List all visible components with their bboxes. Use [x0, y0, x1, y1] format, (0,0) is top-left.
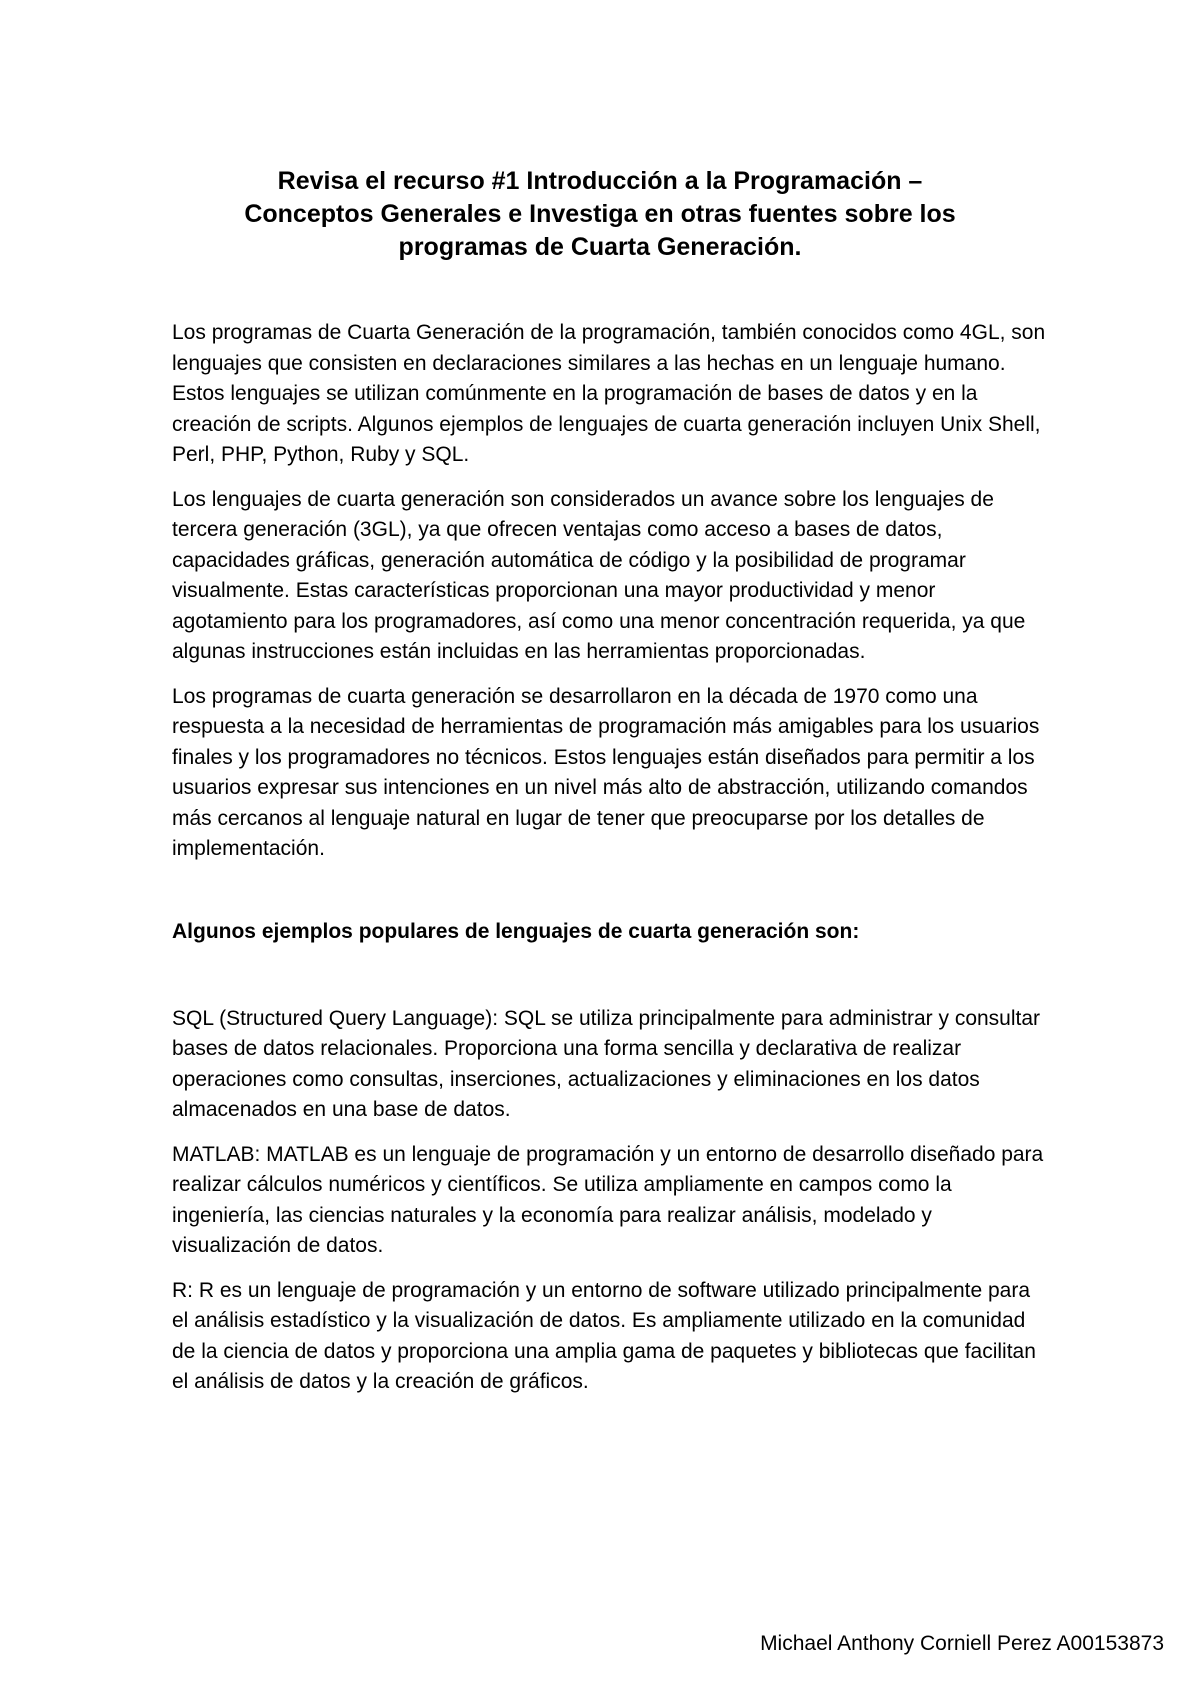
examples-heading: Algunos ejemplos populares de lenguajes de cuarta generación son:	[172, 919, 860, 943]
title-line-2: Conceptos Generales e Investiga en otras fuentes sobre los	[244, 200, 956, 228]
author-footer: Michael Anthony Corniell Perez A00153873	[760, 1632, 1164, 1655]
example-matlab: MATLAB: MATLAB es un lenguaje de programación y un entorno de desarrollo diseñado para realizar cálculos numéricos y científicos. Se utiliza ampliamente en campos como la ingeniería, las ciencias naturales y la economía para realizar análisis, modelado y visualización de datos.	[172, 1142, 1044, 1257]
paragraph-intro: Los programas de Cuarta Generación de la programación, también conocidos como 4GL, son lenguajes que consisten en declaraciones similares a las hechas en un lenguaje humano. Estos lenguajes se utilizan comúnmente en la programación de bases de datos y en la creación de scripts. Algunos ejemplos de lenguajes de cuarta generación incluyen Unix Shell, Perl, PHP, Python, Ruby y SQL.	[172, 321, 1046, 466]
document-title	[150, 165, 1050, 264]
paragraph-history: Los programas de cuarta generación se desarrollaron en la década de 1970 como una respuesta a la necesidad de herramientas de programación más amigables para los usuarios finales y los programadores no técnicos. Estos lenguajes están diseñados para permitir a los usuarios expresar sus intenciones en un nivel más alto de abstracción, utilizando comandos más cercanos al lenguaje natural en lugar de tener que preocuparse por los detalles de implementación.	[172, 684, 1040, 860]
example-sql: SQL (Structured Query Language): SQL se utiliza principalmente para administrar y consultar bases de datos relacionales. Proporciona una forma sencilla y declarativa de realizar operaciones como consultas, inserciones, actualizaciones y eliminaciones en los datos almacenados en una base de datos.	[172, 1006, 1041, 1121]
paragraph-advantages: Los lenguajes de cuarta generación son considerados un avance sobre los lenguajes de tercera generación (3GL), ya que ofrecen ventajas como acceso a bases de datos, capacidades gráficas, generación automática de código y la posibilidad de programar visualmente. Estas características proporcionan una mayor productividad y menor agotamiento para los programadores, así como una menor concentración requerida, ya que algunas instrucciones están incluidas en las herramientas proporcionadas.	[172, 487, 1026, 663]
document-body	[172, 318, 1052, 1412]
title-line-1: Revisa el recurso #1 Introducción a la Programación –	[277, 167, 923, 195]
example-r: R: R es un lenguaje de programación y un entorno de software utilizado principalmente para el análisis estadístico y la visualización de datos. Es ampliamente utilizado en la comunidad de la ciencia de datos y proporciona una amplia gama de paquetes y bibliotecas que facilitan el análisis de datos y la creación de gráficos.	[172, 1278, 1036, 1393]
title-line-3: programas de Cuarta Generación.	[398, 233, 802, 261]
